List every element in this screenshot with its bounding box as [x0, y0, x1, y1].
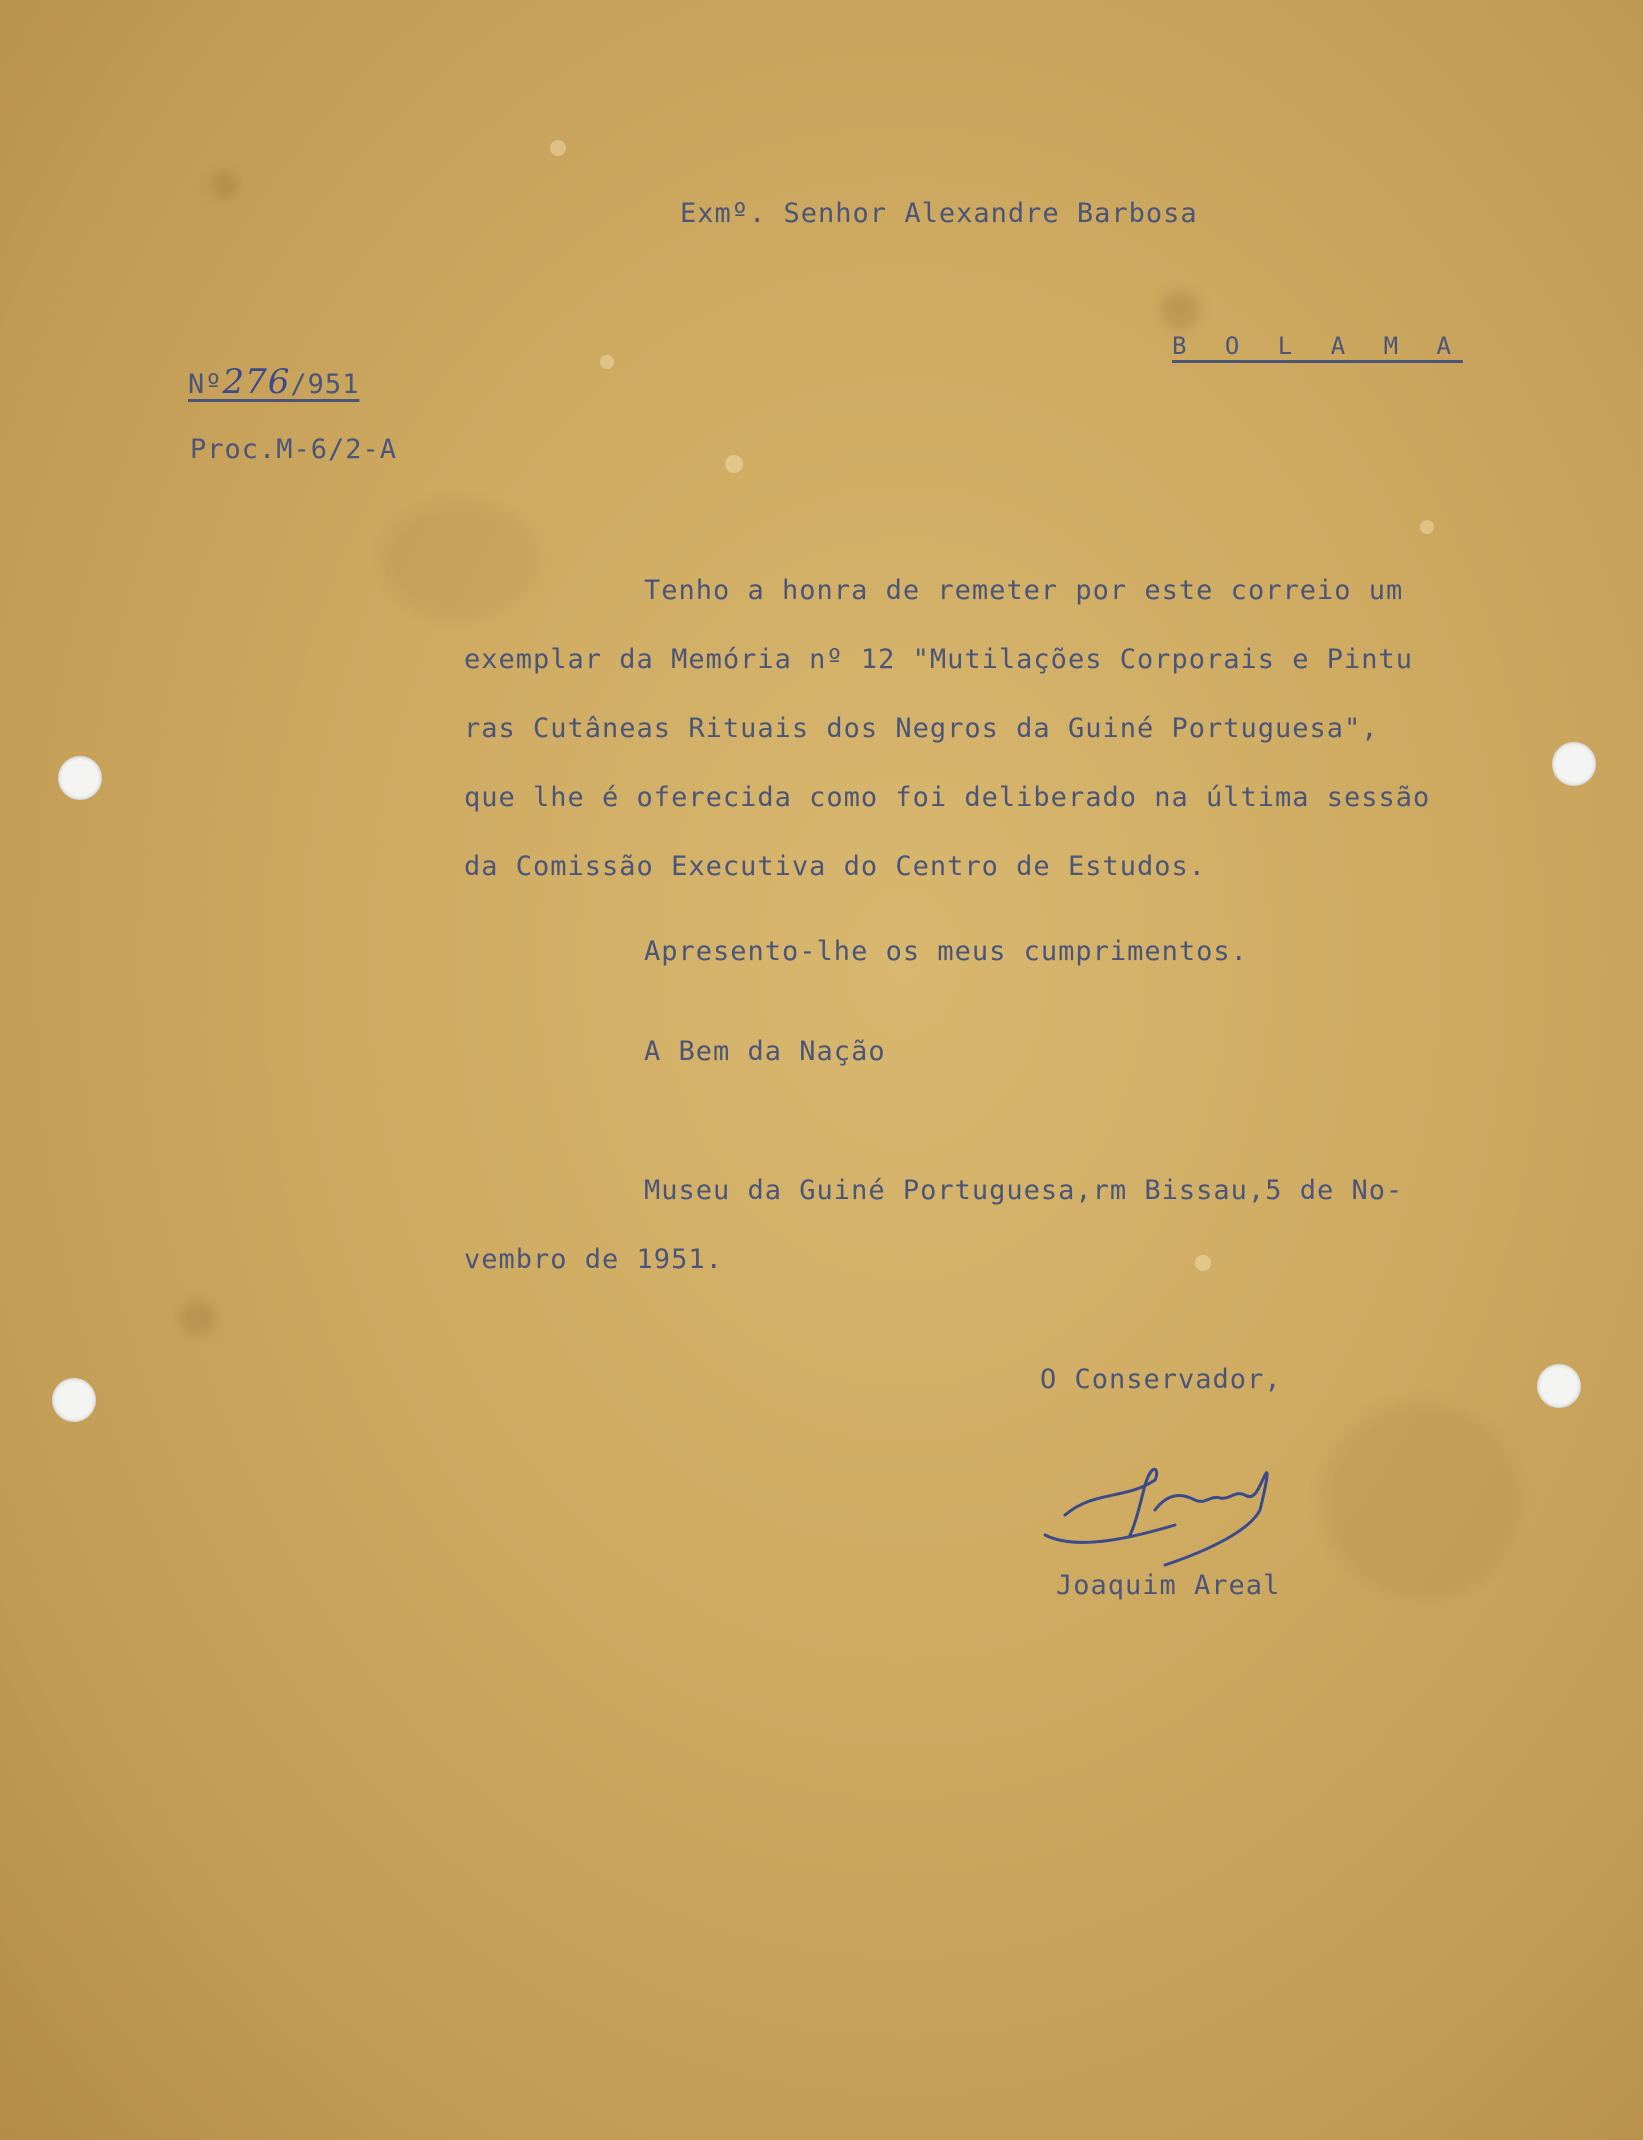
- paper-stain: [1160, 290, 1200, 330]
- body-line: que lhe é oferecida como foi deliberado na última sessão: [464, 782, 1431, 813]
- body-line: Tenho a honra de remeter por este correio um: [644, 575, 1404, 606]
- letter-body: [464, 556, 1574, 901]
- body-line: exemplar da Memória nº 12 "Mutilações Corporais e Pintu: [464, 644, 1414, 675]
- location-date-line: Museu da Guiné Portuguesa,rm Bissau,5 de No-: [644, 1175, 1404, 1206]
- process-reference: Proc.M-6/2-A: [190, 434, 398, 465]
- reference-number: [188, 362, 359, 402]
- ref-year: /951: [290, 369, 360, 400]
- paper-stain: [210, 170, 240, 200]
- paper-stain: [180, 1300, 216, 1336]
- closing-formula: A Bem da Nação: [644, 1036, 886, 1067]
- paper-speck: [1420, 520, 1434, 534]
- paper-speck: [550, 140, 566, 156]
- body-line: da Comissão Executiva do Centro de Estudos.: [464, 851, 1206, 882]
- paper-stain: [1320, 1400, 1520, 1600]
- punch-hole: [1537, 1364, 1581, 1408]
- location-date-line: vembro de 1951.: [464, 1244, 723, 1275]
- addressee: Exmº. Senhor Alexandre Barbosa: [680, 198, 1198, 229]
- handwritten-signature: [1035, 1440, 1335, 1570]
- paper-speck: [725, 455, 743, 473]
- punch-hole: [52, 1378, 96, 1422]
- ref-prefix: Nº: [188, 369, 223, 400]
- location-date: [464, 1156, 1574, 1294]
- signer-title: O Conservador,: [1040, 1364, 1282, 1395]
- signer-name: Joaquim Areal: [1056, 1570, 1281, 1601]
- body-line: ras Cutâneas Rituais dos Negros da Guiné Portuguesa",: [464, 713, 1379, 744]
- ref-number-handwritten: 276: [222, 362, 291, 402]
- destination-place: B O L A M A: [1172, 332, 1463, 360]
- punch-hole: [58, 756, 102, 800]
- paper-speck: [600, 355, 614, 369]
- greeting: Apresento-lhe os meus cumprimentos.: [644, 936, 1248, 967]
